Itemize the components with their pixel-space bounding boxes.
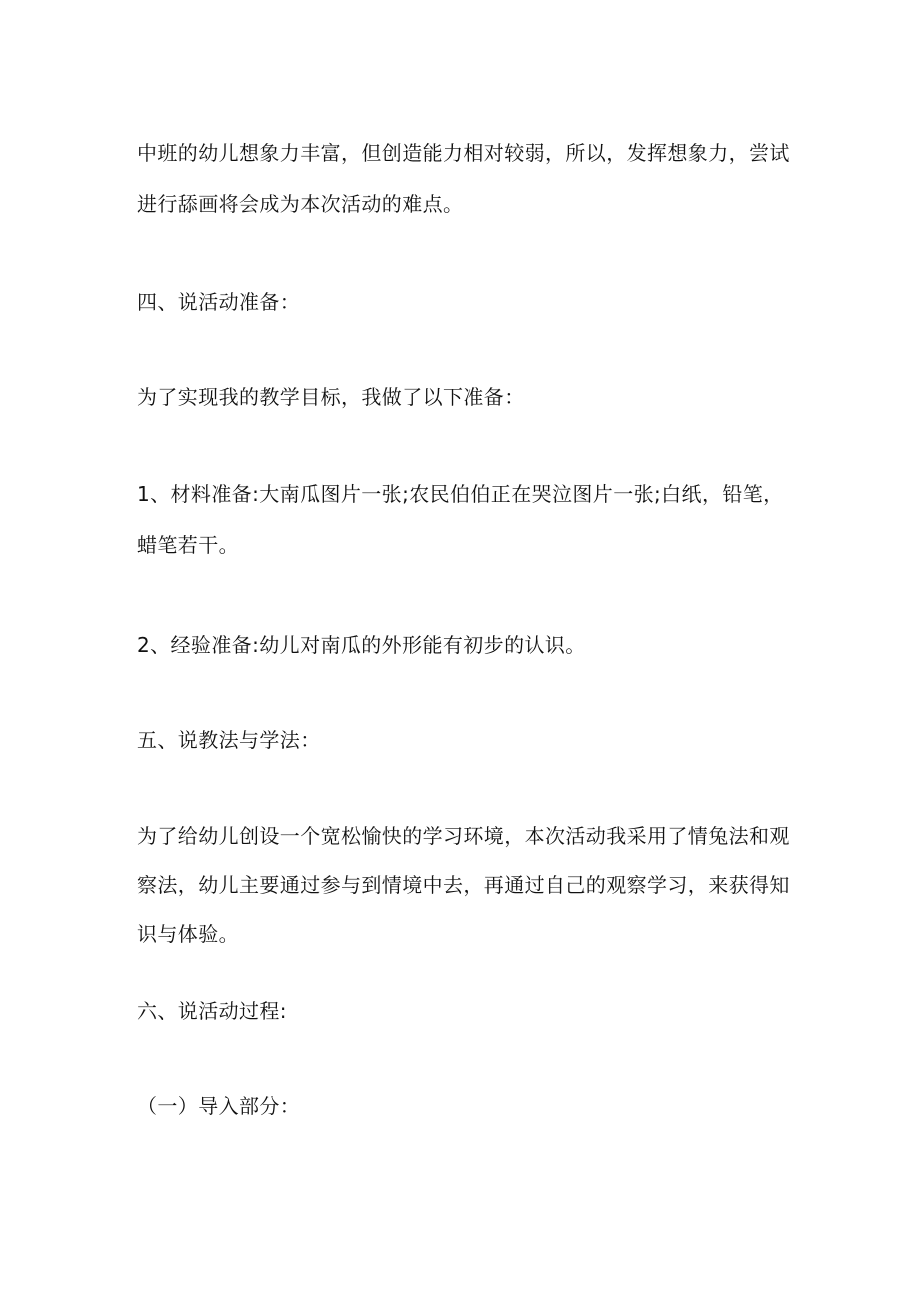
- paragraph-methods-line-3: 识与体验。: [137, 922, 239, 946]
- section-heading-4: 四、说活动准备：: [137, 290, 301, 314]
- paragraph-difficulty-line-2: 进行舔画将会成为本次活动的难点。: [137, 192, 464, 216]
- paragraph-difficulty-line-1: 中班的幼儿想象力丰富，但创造能力相对较弱，所以，发挥想象力，尝试: [137, 141, 790, 165]
- subsection-heading-1: （一）导入部分：: [137, 1094, 301, 1118]
- paragraph-prep-intro: 为了实现我的教学目标，我做了以下准备：: [137, 385, 525, 409]
- section-heading-6: 六、说活动过程:: [137, 999, 287, 1023]
- paragraph-methods-line-1: 为了给幼儿创设一个宽松愉快的学习环境，本次活动我采用了情兔法和观: [137, 824, 790, 848]
- paragraph-prep-experience: 2、经验准备:幼儿对南瓜的外形能有初步的认识。: [137, 633, 586, 657]
- paragraph-methods-line-2: 察法，幼儿主要通过参与到情境中去，再通过自己的观察学习，来获得知: [137, 873, 790, 897]
- paragraph-prep-materials-line-2: 蜡笔若干。: [137, 533, 239, 557]
- section-heading-5: 五、说教法与学法：: [137, 728, 321, 752]
- paragraph-prep-materials-line-1: 1、材料准备:大南瓜图片一张;农民伯伯正在哭泣图片一张;白纸，铅笔，: [137, 482, 784, 506]
